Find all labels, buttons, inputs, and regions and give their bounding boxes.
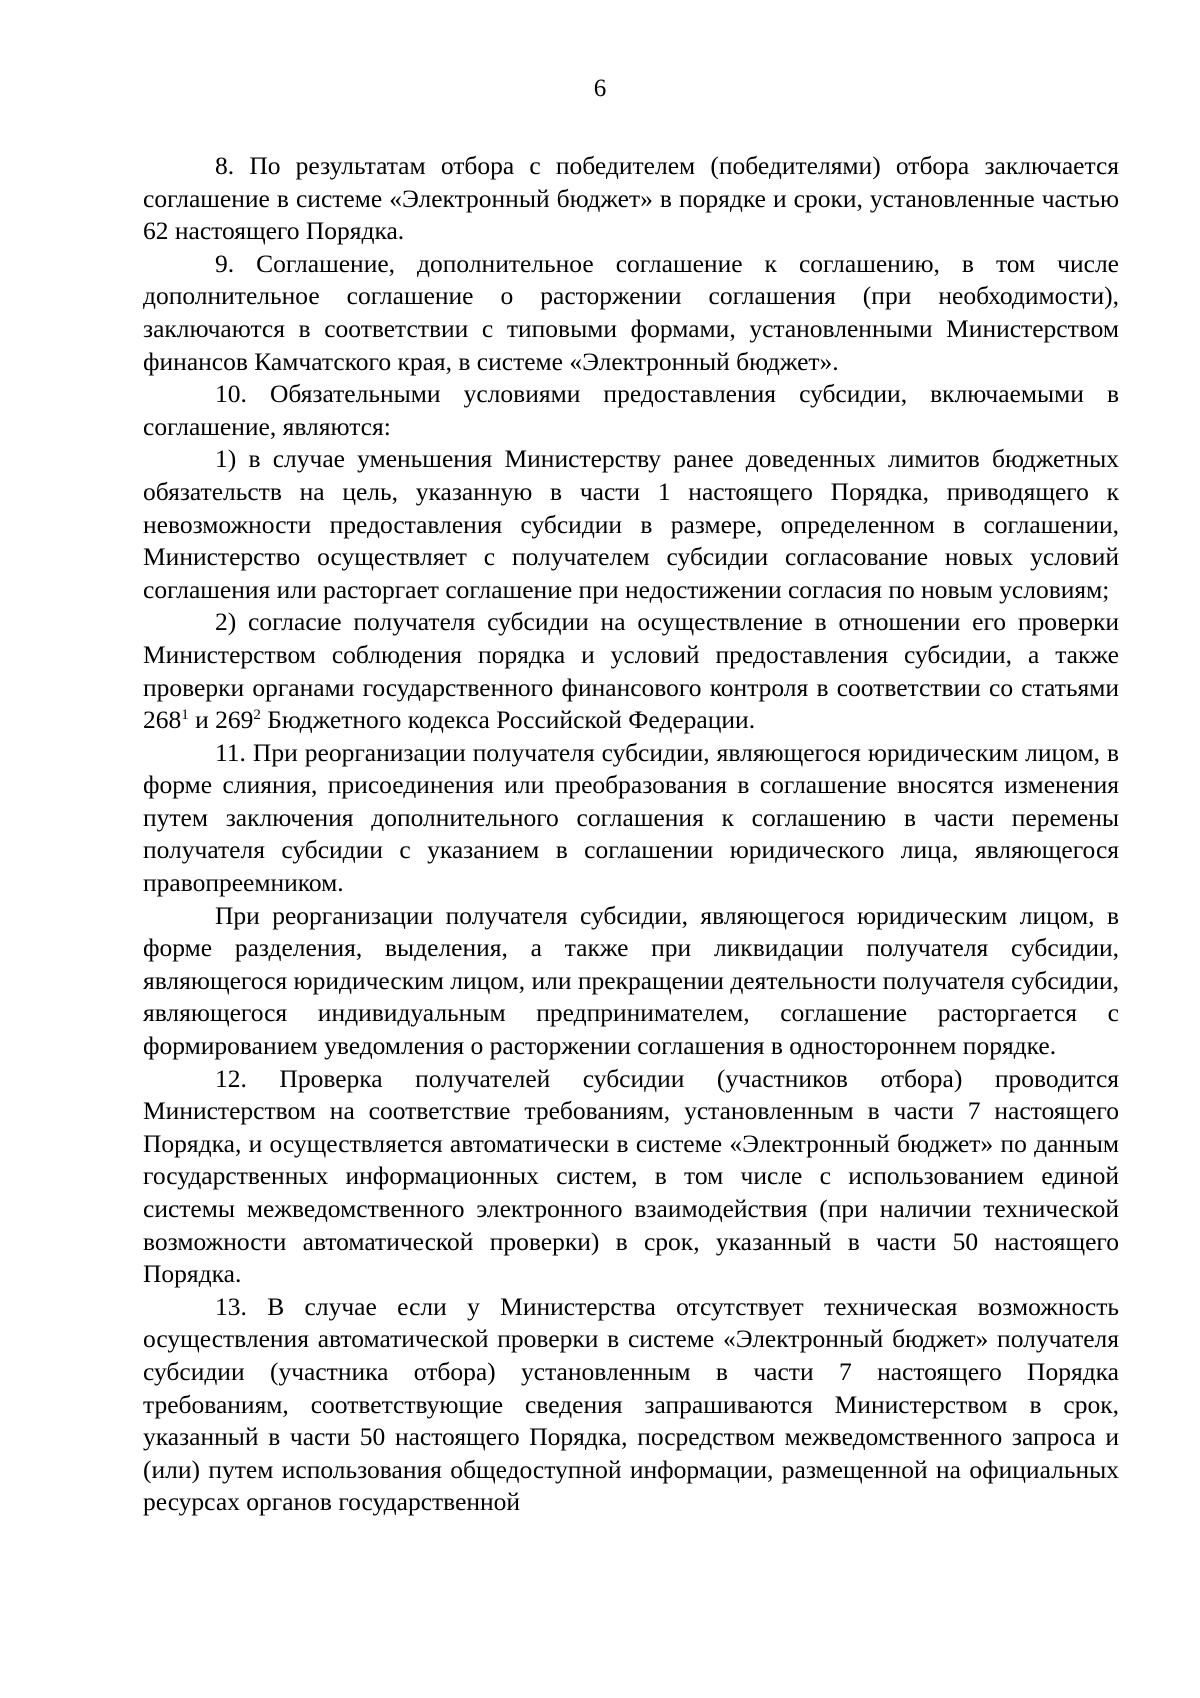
document-body (143, 150, 1119, 1519)
superscript-1: 1 (181, 707, 189, 724)
paragraph-10-item-2-text-after: Бюджетного кодекса Российской Федерации. (260, 705, 756, 735)
paragraph-12: 12. Проверка получателей субсидии (участников отбора) проводится Министерством на соответствие требованиям, установленным в части 7 настоящего Порядка, и осуществляется автоматически в системе «Электронный бюджет» по данным государственных информационных систем, в том числе с использованием единой системы межведомственного электронного взаимодействия (при наличии технической возможности автоматической проверки) в срок, указанный в части 50 настоящего Порядка. (143, 1063, 1119, 1289)
paragraph-9: 9. Соглашение, дополнительное соглашение к соглашению, в том числе дополнительное соглашение о расторжении соглашения (при необходимости), заключаются в соответствии с типовыми формами, установленными Министерством финансов Камчатского края, в системе «Электронный бюджет». (143, 248, 1119, 376)
paragraph-10-item-1: 1) в случае уменьшения Министерству ранее доведенных лимитов бюджетных обязательств на цель, указанную в части 1 настоящего Порядка, приводящего к невозможности предоставления субсидии в размере, определенном в соглашении, Министерство осуществляет с получателем субсидии согласование новых условий соглашения или расторгает соглашение при недостижении согласия по новым условиям; (143, 444, 1119, 604)
superscript-2: 2 (253, 707, 261, 724)
paragraph-11: 11. При реорганизации получателя субсидии, являющегося юридическим лицом, в форме слияния, присоединения или преобразования в соглашение вносятся изменения путем заключения дополнительного соглашения к соглашению в части перемены получателя субсидии с указанием в соглашении юридического лица, являющегося правопреемником. (143, 737, 1119, 898)
paragraph-13: 13. В случае если у Министерства отсутствует техническая возможность осуществления автоматической проверки в системе «Электронный бюджет» получателя субсидии (участника отбора) установленным в части 7 настоящего Порядка требованиям, соответствующие сведения запрашиваются Министерством в срок, указанный в части 50 настоящего Порядка, посредством межведомственного запроса и (или) путем использования общедоступной информации, размещенной на официальных ресурсах органов государственной (143, 1291, 1119, 1517)
paragraph-10-item-2-text-before: 2) согласие получателя субсидии на осуществление в отношении его проверки Министерством соблюдения порядка и условий предоставления субсидии, а также проверки органами государственного финансового контроля в соответствии со статьями 268 (143, 607, 1119, 735)
paragraph-8: 8. По результатам отбора с победителем (победителями) отбора заключается соглашение в системе «Электронный бюджет» в порядке и сроки, установленные частью 62 настоящего Порядка. (143, 151, 1119, 246)
paragraph-10: 10. Обязательными условиями предоставления субсидии, включаемыми в соглашение, являются: (143, 379, 1119, 441)
paragraph-11-continued: При реорганизации получателя субсидии, являющегося юридическим лицом, в форме разделения, выделения, а также при ликвидации получателя субсидии, являющегося юридическим лицом, или прекращении деятельности получателя субсидии, являющегося индивидуальным предпринимателем, соглашение расторгается с формированием уведомления о расторжении соглашения в одностороннем порядке. (143, 900, 1119, 1061)
page-number: 6 (593, 75, 607, 102)
paragraph-10-item-2 (143, 606, 1119, 736)
paragraph-10-item-2-text-middle: и 269 (188, 705, 254, 735)
